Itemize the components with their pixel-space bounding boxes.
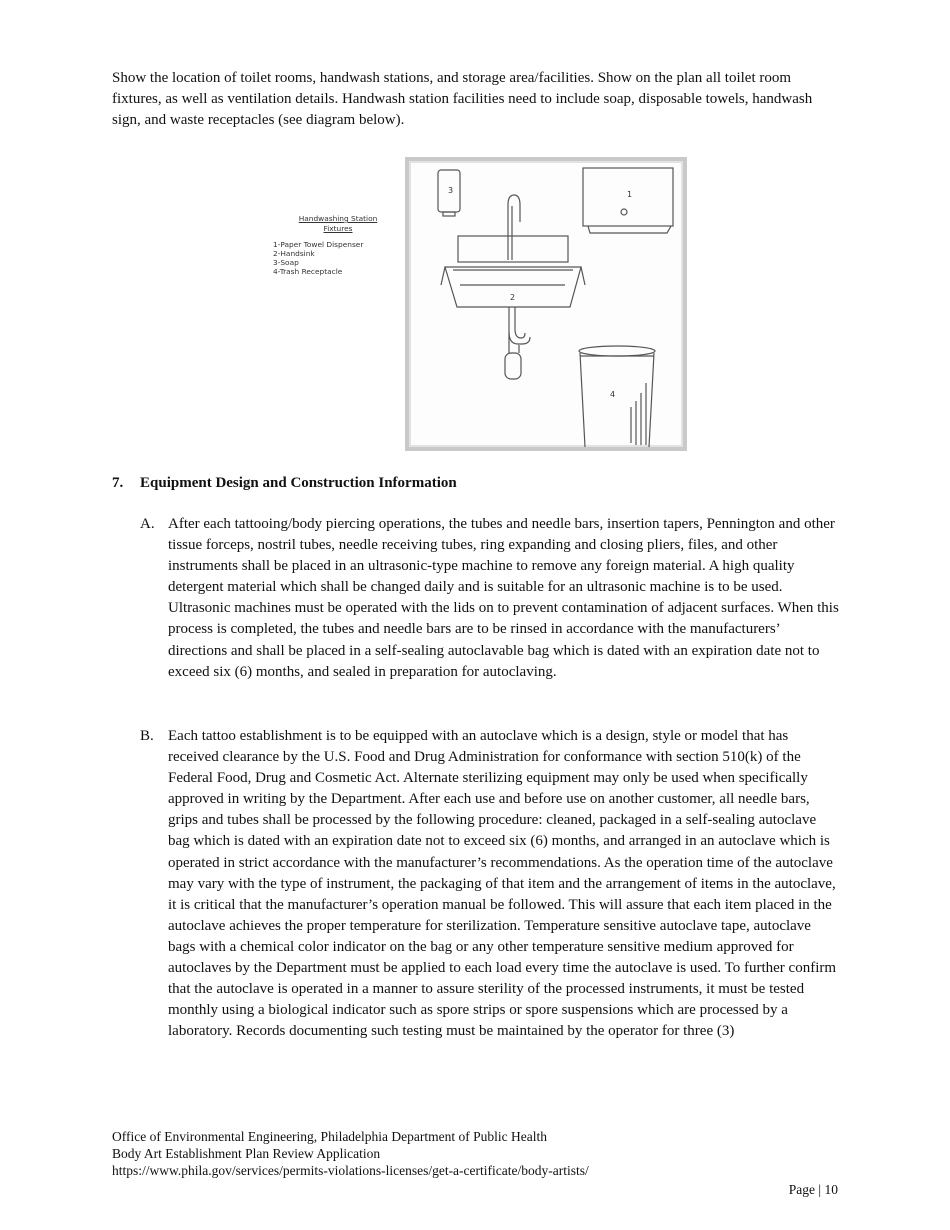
list-item (140, 514, 840, 683)
footer-document-title: Body Art Establishment Plan Review Application (112, 1146, 381, 1161)
section-heading (112, 473, 457, 494)
section-title: Equipment Design and Construction Information (140, 475, 457, 491)
legend-title-line1: Handwashing Station (298, 214, 378, 223)
list-item (140, 726, 840, 1042)
handwashing-station-diagram (405, 157, 687, 451)
figure-frame (406, 158, 686, 450)
label-soap: 3 (448, 186, 454, 195)
legend-title-line2: Fixtures (323, 224, 353, 233)
intro-paragraph: Show the location of toilet rooms, handwash stations, and storage area/facilities. Show on the plan all toilet room fixtures, as well as ventilation details. Handwash station facilities need to include soap, disposable towels, handwash sign, and waste receptacles (see diagram below). (112, 70, 813, 128)
page-number: Page | 10 (788, 1182, 838, 1197)
label-sink: 2 (510, 293, 516, 302)
list-item-text: Each tattoo establishment is to be equipped with an autoclave which is a design, style or model that has received clearance by the U.S. Food and Drug Administration for conformance with section 510(k) of the Federal Food, Drug and Cosmetic Act. Alternate sterilizing equipment may only be used when specifically approved in writing by the Department. After each use and before use on another customer, all needle bars, grips and tubes shall be processed by the following procedure: cleaned, packaged in a self-sealing autoclave bag which is dated with an expiration date not to exceed six (6) months, and arranged in an autoclave which is operated in strict accordance with the manufacturer’s recommendations. As the operation time of the autoclave may vary with the type of instrument, the packaging of that item and the arrangement of items in the autoclave, it is critical that the manufacturer’s operation manual be followed. This will assure that each item placed in the autoclave achieves the proper temperature for sterilization. Temperature sensitive autoclave tape, autoclave bags with a chemical color indicator on the bag or any other temperature sensitive medium approved for autoclaves by the Department must be applied to each load every time the autoclave is used. To further confirm that the autoclave is operated in a manner to assure sterility of the processed instruments, it must be tested monthly using a biological indicator such as spore strips or spore suspensions which are processed by a laboratory. Records documenting such testing must be maintained by the operator for three (3) (168, 728, 837, 1040)
page-footer (112, 1128, 812, 1179)
legend-item: 2-Handsink (273, 249, 315, 258)
legend-item: 3-Soap (273, 258, 299, 267)
list-item-letter: B. (140, 728, 154, 744)
footer-office: Office of Environmental Engineering, Philadelphia Department of Public Health (112, 1129, 547, 1144)
label-towel: 1 (627, 190, 633, 199)
legend-item: 4-Trash Receptacle (273, 267, 343, 276)
footer-url: https://www.phila.gov/services/permits-violations-licenses/get-a-certificate/body-artists/ (112, 1163, 589, 1178)
list-item-text: After each tattooing/body piercing operations, the tubes and needle bars, insertion tapers, Pennington and other tissue forceps, nostril tubes, needle receiving tubes, ring expanding and closing pliers, files, and other instruments shall be placed in an ultrasonic-type machine to remove any foreign material. A high quality detergent material which shall be changed daily and is suitable for an ultrasonic machine is to be used. Ultrasonic machines must be operated with the lids on to prevent contamination of adjacent surfaces. When this process is completed, the tubes and needle bars are to be rinsed in accordance with the manufacturers’ directions and shall be placed in a self-sealing autoclavable bag which is dated with an expiration date not to exceed six (6) months, and sealed in preparation for autoclaving. (168, 516, 839, 680)
list-item-letter: A. (140, 516, 155, 532)
label-trash: 4 (610, 390, 616, 399)
legend-item: 1-Paper Towel Dispenser (273, 240, 364, 249)
legend-title (273, 214, 403, 234)
figure-legend (273, 214, 403, 276)
section-number: 7. (112, 475, 124, 491)
